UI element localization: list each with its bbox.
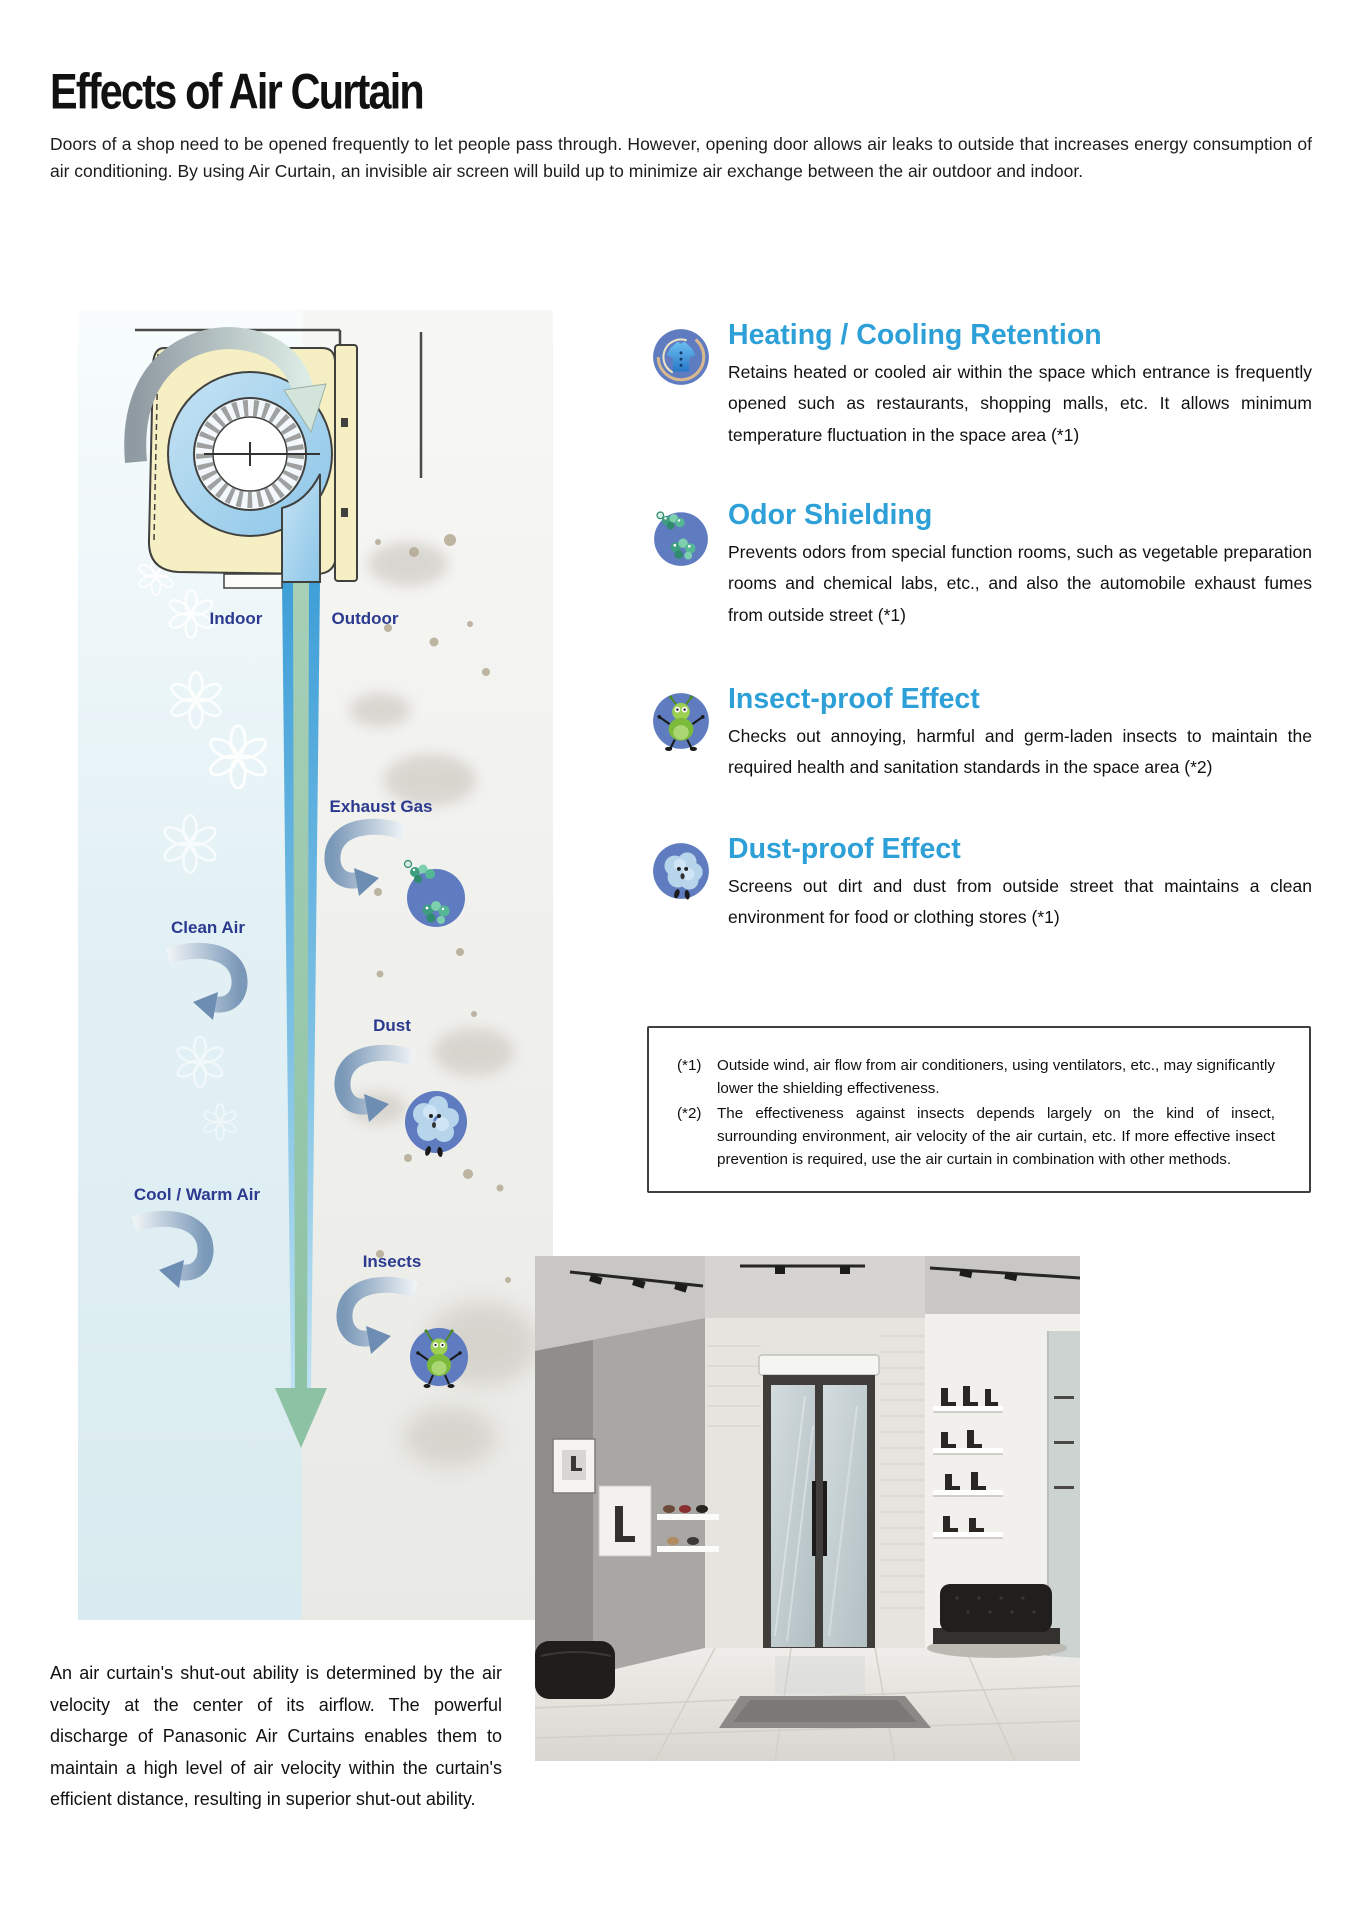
label-cool-warm-air: Cool / Warm Air — [133, 1185, 261, 1204]
label-dust: Dust — [373, 1016, 411, 1035]
section-odor-shielding — [650, 500, 1312, 631]
intro-paragraph: Doors of a shop need to be opened frequently to let people pass through. However, opening door allows air leaks to outside that increases energy consumption of air conditioning. By using Air Curtain, an invisible air screen will build up to minimize air exchange between the air outdoor and indoor. — [50, 134, 1312, 181]
section-text — [728, 684, 1312, 784]
store-photo — [535, 1256, 1080, 1761]
section-text — [728, 834, 1312, 934]
right-bench — [927, 1584, 1067, 1658]
odor-molecules-icon — [650, 506, 712, 568]
dust-cloud-icon — [650, 840, 712, 902]
section-title: Heating / Cooling Retention — [728, 319, 1102, 351]
section-body: Checks out annoying, harmful and germ-laden insects to maintain the required health and sanitation standards in the space area (*2) — [728, 725, 1312, 778]
section-body: Screens out dirt and dust from outside street that maintains a clean environment for food or clothing stores (*1) — [728, 875, 1312, 928]
insect-icon — [650, 690, 712, 752]
footnote-ref: (*1) — [677, 1057, 702, 1074]
section-title: Insect-proof Effect — [728, 683, 980, 715]
section-body: Retains heated or cooled air within the space which entrance is frequently opened such as restaurants, shopping malls, etc. It allows minimum temperature fluctuation in the space area (*1) — [728, 361, 1312, 445]
page-title: Effects of Air Curtain — [50, 63, 423, 120]
footnotes-box — [647, 1026, 1311, 1193]
section-text — [728, 500, 1312, 631]
section-insect-proof — [650, 684, 1312, 784]
section-title: Odor Shielding — [728, 499, 933, 531]
heating-cooling-icon — [650, 326, 712, 388]
section-body: Prevents odors from special function rooms, such as vegetable preparation rooms and chemical labs, etc., and also the automobile exhaust fumes from outside street (*1) — [728, 541, 1312, 625]
footnote-2 — [677, 1102, 1275, 1171]
air-curtain-diagram — [78, 252, 553, 1637]
fan-unit — [135, 338, 357, 588]
label-insects: Insects — [362, 1252, 422, 1271]
section-dust-proof — [650, 834, 1312, 934]
section-text — [728, 320, 1312, 451]
footnote-text: Outside wind, air flow from air conditioners, using ventilators, etc., may significantly lower the shielding effectiveness. — [717, 1057, 1275, 1098]
entrance-door — [759, 1355, 879, 1656]
footnote-text: The effectiveness against insects depends largely on the kind of insect, surrounding environment, air velocity of the air curtain, etc. If more effective insect prevention is required, use the air curtain in combination with other methods. — [717, 1105, 1275, 1169]
footnote-1 — [677, 1054, 1275, 1100]
section-heating-cooling-retention — [650, 320, 1312, 451]
left-ottoman — [535, 1641, 615, 1699]
closing-paragraph: An air curtain's shut-out ability is determined by the air velocity at the center of its airflow. The powerful discharge of Panasonic Air Curtains enables them to maintain a high level of air velocity within the curtain's efficient distance, resulting in superior shut-out ability. — [50, 1663, 502, 1809]
label-clean-air: Clean Air — [170, 918, 246, 937]
label-outdoor: Outdoor — [331, 609, 399, 628]
label-exhaust-gas: Exhaust Gas — [329, 797, 433, 816]
label-indoor: Indoor — [209, 609, 263, 628]
section-title: Dust-proof Effect — [728, 833, 961, 865]
footnote-ref: (*2) — [677, 1105, 702, 1123]
air-curtain-unit — [759, 1355, 879, 1375]
